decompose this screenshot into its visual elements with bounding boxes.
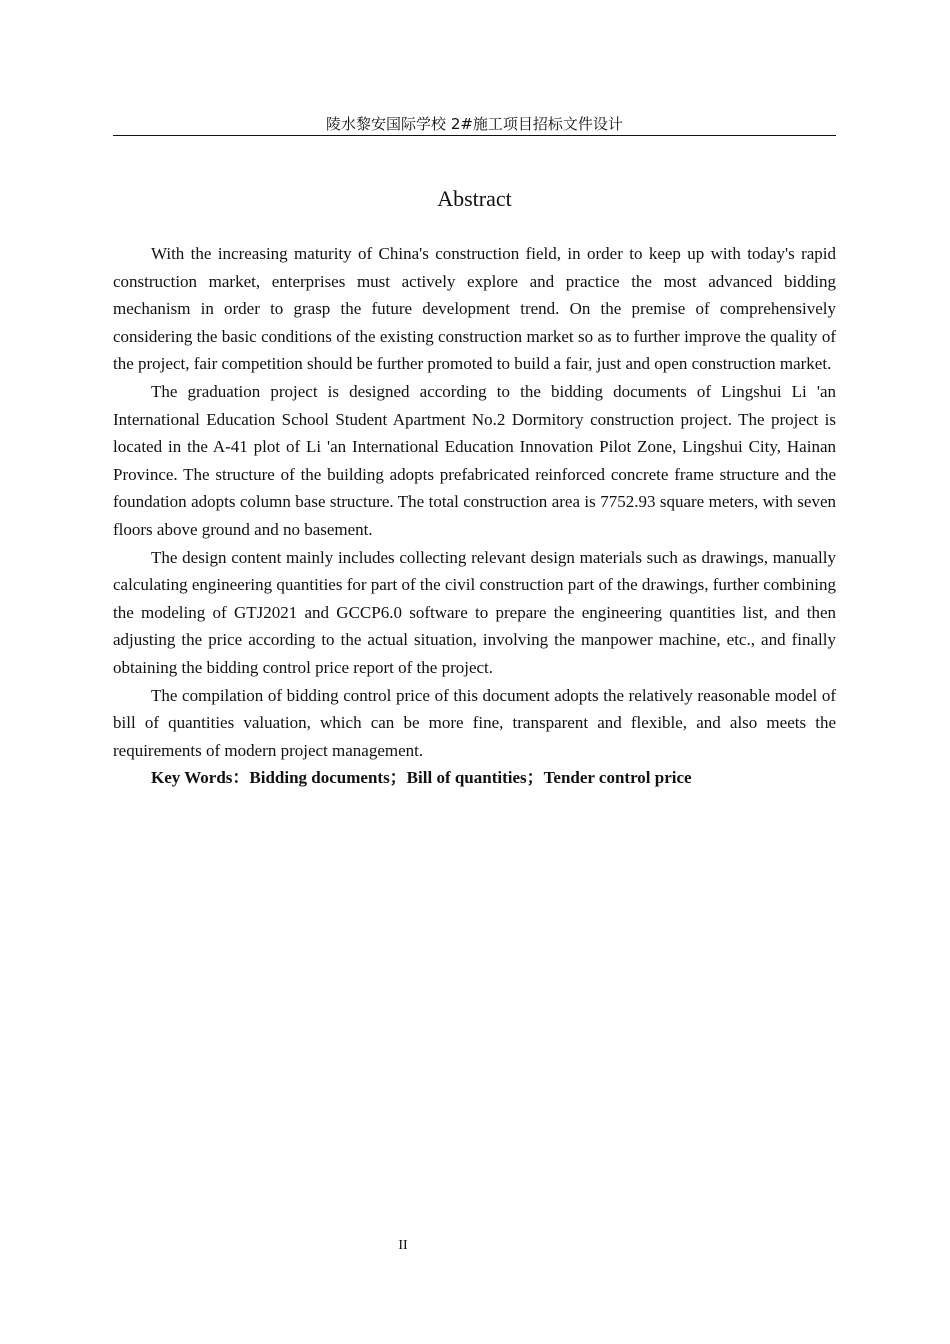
abstract-body [113,240,836,792]
keywords-line: Key Words：Bidding documents；Bill of quantities；Tender control price [151,768,692,788]
abstract-paragraph-1: With the increasing maturity of China's construction field, in order to keep up with today's rapid construction market, enterprises must actively explore and practice the most advanced bidding mechanism in order to grasp the future development trend. On the premise of comprehensively considering the basic conditions of the existing construction market so as to further improve the quality of the project, fair competition should be further promoted to build a fair, just and open construction market. [113,244,836,374]
abstract-paragraph-4: The compilation of bidding control price of this document adopts the relatively reasonable model of bill of quantities valuation, which can be more fine, transparent and flexible, and also meets the requirements of modern project management. [113,685,836,760]
page-number: II [398,1238,408,1253]
abstract-title: Abstract [437,186,512,211]
running-header: 陵水黎安国际学校 2#施工项目招标文件设计 [113,113,836,136]
abstract-paragraph-2: The graduation project is designed according to the bidding documents of Lingshui Li 'an International Education School Student Apartment No.2 Dormitory construction project. The project is located in the A-41 plot of Li 'an International Education Innovation Pilot Zone, Lingshui City, Hainan Province. The structure of the building adopts prefabricated reinforced concrete frame structure and the foundation adopts column base structure. The total construction area is 7752.93 square meters, with seven floors above ground and no basement. [113,381,836,539]
abstract-paragraph-3: The design content mainly includes collecting relevant design materials such as drawings, manually calculating engineering quantities for part of the civil construction part of the drawings, further combining the modeling of GTJ2021 and GCCP6.0 software to prepare the engineering quantities list, and then adjusting the price according to the actual situation, involving the manpower machine, etc., and finally obtaining the bidding control price report of the project. [113,547,836,677]
